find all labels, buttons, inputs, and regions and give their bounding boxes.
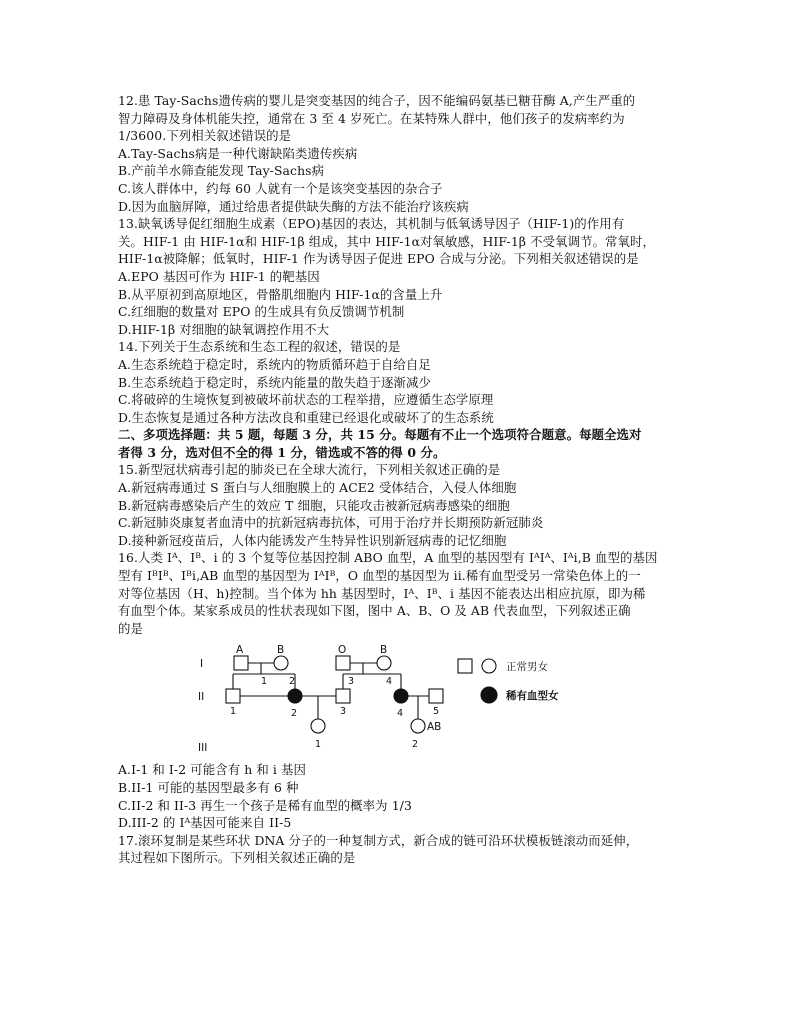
pedigree-figure — [118, 643, 683, 759]
text-line: A.EPO 基因可作为 HIF-1 的靶基因 — [118, 268, 320, 284]
pedigree-chart — [198, 643, 658, 759]
pedigree-male-I3 — [336, 656, 350, 670]
text-line: B.新冠病毒感染后产生的效应 T 细胞，只能攻击被新冠病毒感染的细胞 — [118, 497, 510, 513]
text-line: HIF-1α被降解；低氧时，HIF-1 作为诱导因子促进 EPO 合成与分泌。下列相关叙述错误的是 — [118, 251, 639, 267]
pedigree-male-II3 — [336, 689, 350, 703]
text-line: 对等位基因（H、h)控制。当个体为 hh 基因型时，Iᴬ、Iᴮ、i 基因不能表达出相应抗原，即为稀 — [118, 585, 646, 601]
text-line: D.因为血脑屏障，通过给患者提供缺失酶的方法不能治疗该疾病 — [118, 198, 469, 214]
pedigree-rare-female-II4 — [394, 689, 408, 703]
num-I3: 3 — [348, 676, 355, 688]
pedigree-female-III1 — [311, 719, 325, 733]
num-II1: 1 — [230, 706, 237, 718]
text-line: B.生态系统趋于稳定时，系统内能量的散失趋于逐渐减少 — [118, 374, 432, 390]
pedigree-female-III2 — [411, 719, 425, 733]
text-line: C.将破碎的生境恢复到被破坏前状态的工程举措，应遵循生态学原理 — [118, 392, 494, 408]
question-text-block-2 — [118, 761, 683, 867]
text-line: D.接种新冠疫苗后，人体内能诱发产生特异性识别新冠病毒的记忆细胞 — [118, 532, 507, 548]
text-line: B.从平原初到高原地区，骨骼肌细胞内 HIF-1α的含量上升 — [118, 286, 443, 302]
gen-label-I: I — [200, 658, 204, 671]
text-line: 15.新型冠状病毒引起的肺炎已在全球大流行，下列相关叙述正确的是 — [118, 462, 501, 478]
num-I1: 1 — [261, 676, 268, 688]
num-III2: 2 — [412, 739, 419, 751]
text-line: A.新冠病毒通过 S 蛋白与人细胞膜上的 ACE2 受体结合，入侵人体细胞 — [118, 480, 517, 496]
blood-type-I1: A — [236, 644, 244, 657]
blood-type-I4: B — [380, 644, 388, 657]
text-line: 二、多项选择题：共 5 题，每题 3 分，共 15 分。每题有不止一个选项符合题意。每题全选对 — [118, 427, 642, 443]
legend-rare-label: 稀有血型女 — [506, 690, 559, 703]
text-line: 1/3600.下列相关叙述错误的是 — [118, 128, 292, 144]
pedigree-male-II1 — [226, 689, 240, 703]
pedigree-male-II5 — [429, 689, 443, 703]
pedigree-male-I1 — [234, 656, 248, 670]
text-line: 16.人类 Iᴬ、Iᴮ、i 的 3 个复等位基因控制 ABO 血型，A 血型的基因型有 IᴬIᴬ、Iᴬi,B 血型的基因 — [118, 550, 658, 566]
text-line: 13.缺氧诱导促红细胞生成素（EPO)基因的表达，其机制与低氧诱导因子（HIF-1)的作用有 — [118, 216, 625, 232]
num-I2: 2 — [289, 676, 296, 688]
pedigree-female-I2 — [274, 656, 288, 670]
legend-normal-label: 正常男女 — [506, 661, 548, 674]
gen-label-III: III — [198, 742, 208, 755]
text-line: 有血型个体。某家系成员的性状表现如下图，图中 A、B、O 及 AB 代表血型，下列叙述正确 — [118, 603, 631, 619]
text-line: 14.下列关于生态系统和生态工程的叙述，错误的是 — [118, 339, 401, 355]
text-line: A.生态系统趋于稳定时，系统内的物质循环趋于自给自足 — [118, 356, 431, 372]
text-line: B.产前羊水筛查能发现 Tay-Sachs病 — [118, 163, 325, 179]
num-I4: 4 — [386, 676, 393, 688]
text-line: A.Tay-Sachs病是一种代谢缺陷类遗传疾病 — [118, 145, 358, 161]
text-line: D.III-2 的 Iᴬ基因可能来自 II-5 — [118, 815, 292, 831]
text-line: 12.患 Tay-Sachs遗传病的婴儿是突变基因的纯合子，因不能编码氨基已糖苷酶 A,产生严重的 — [118, 93, 636, 108]
question-text-block — [118, 92, 683, 637]
text-line: C.红细胞的数量对 EPO 的生成具有负反馈调节机制 — [118, 304, 405, 320]
text-line: D.生态恢复是通过各种方法改良和重建已经退化或破坏了的生态系统 — [118, 409, 494, 425]
text-line: C.II-2 和 II-3 再生一个孩子是稀有血型的概率为 1/3 — [118, 797, 412, 813]
num-II5: 5 — [433, 706, 440, 718]
text-line: 智力障碍及身体机能失控，通常在 3 至 4 岁死亡。在某特殊人群中，他们孩子的发病率约为 — [118, 110, 625, 126]
pedigree-rare-female-II2 — [288, 689, 302, 703]
text-line: C.该人群体中，约每 60 人就有一个是该突变基因的杂合子 — [118, 180, 443, 196]
legend-male-icon — [458, 659, 472, 673]
text-line: 其过程如下图所示。下列相关叙述正确的是 — [118, 850, 356, 866]
text-line: 关。HIF-1 由 HIF-1α和 HIF-1β 组成，其中 HIF-1α对氧敏感，HIF-1β 不受氧调节。常氧时， — [118, 233, 656, 249]
text-line: 型有 IᴮIᴮ、Iᴮi,AB 血型的基因型为 IᴬIᴮ，O 血型的基因型为 ii.稀有血型受另一常染色体上的一 — [118, 568, 641, 584]
text-line: D.HIF-1β 对细胞的缺氧调控作用不大 — [118, 321, 330, 337]
text-line: A.I-1 和 I-2 可能含有 h 和 i 基因 — [118, 762, 306, 778]
num-II4: 4 — [397, 708, 404, 720]
blood-type-III2: AB — [427, 721, 442, 734]
text-line: B.II-1 可能的基因型最多有 6 种 — [118, 780, 299, 795]
text-line: C.新冠肺炎康复者血清中的抗新冠病毒抗体，可用于治疗并长期预防新冠肺炎 — [118, 515, 544, 531]
num-II3: 3 — [340, 706, 347, 718]
text-line: 的是 — [118, 620, 143, 636]
exam-page — [118, 92, 683, 867]
blood-type-I2: B — [277, 644, 285, 657]
pedigree-female-I4 — [377, 656, 391, 670]
legend-female-icon — [482, 659, 496, 673]
legend-rare-female-icon — [481, 687, 497, 703]
text-line: 者得 3 分，选对但不全的得 1 分，错选或不答的得 0 分。 — [118, 444, 446, 460]
num-II2: 2 — [291, 708, 298, 720]
gen-label-II: II — [198, 691, 205, 704]
num-III1: 1 — [315, 739, 322, 751]
blood-type-I3: O — [338, 644, 347, 657]
text-line: 17.滚环复制是某些环状 DNA 分子的一种复制方式，新合成的链可沿环状模板链滚动而延伸， — [118, 832, 639, 848]
